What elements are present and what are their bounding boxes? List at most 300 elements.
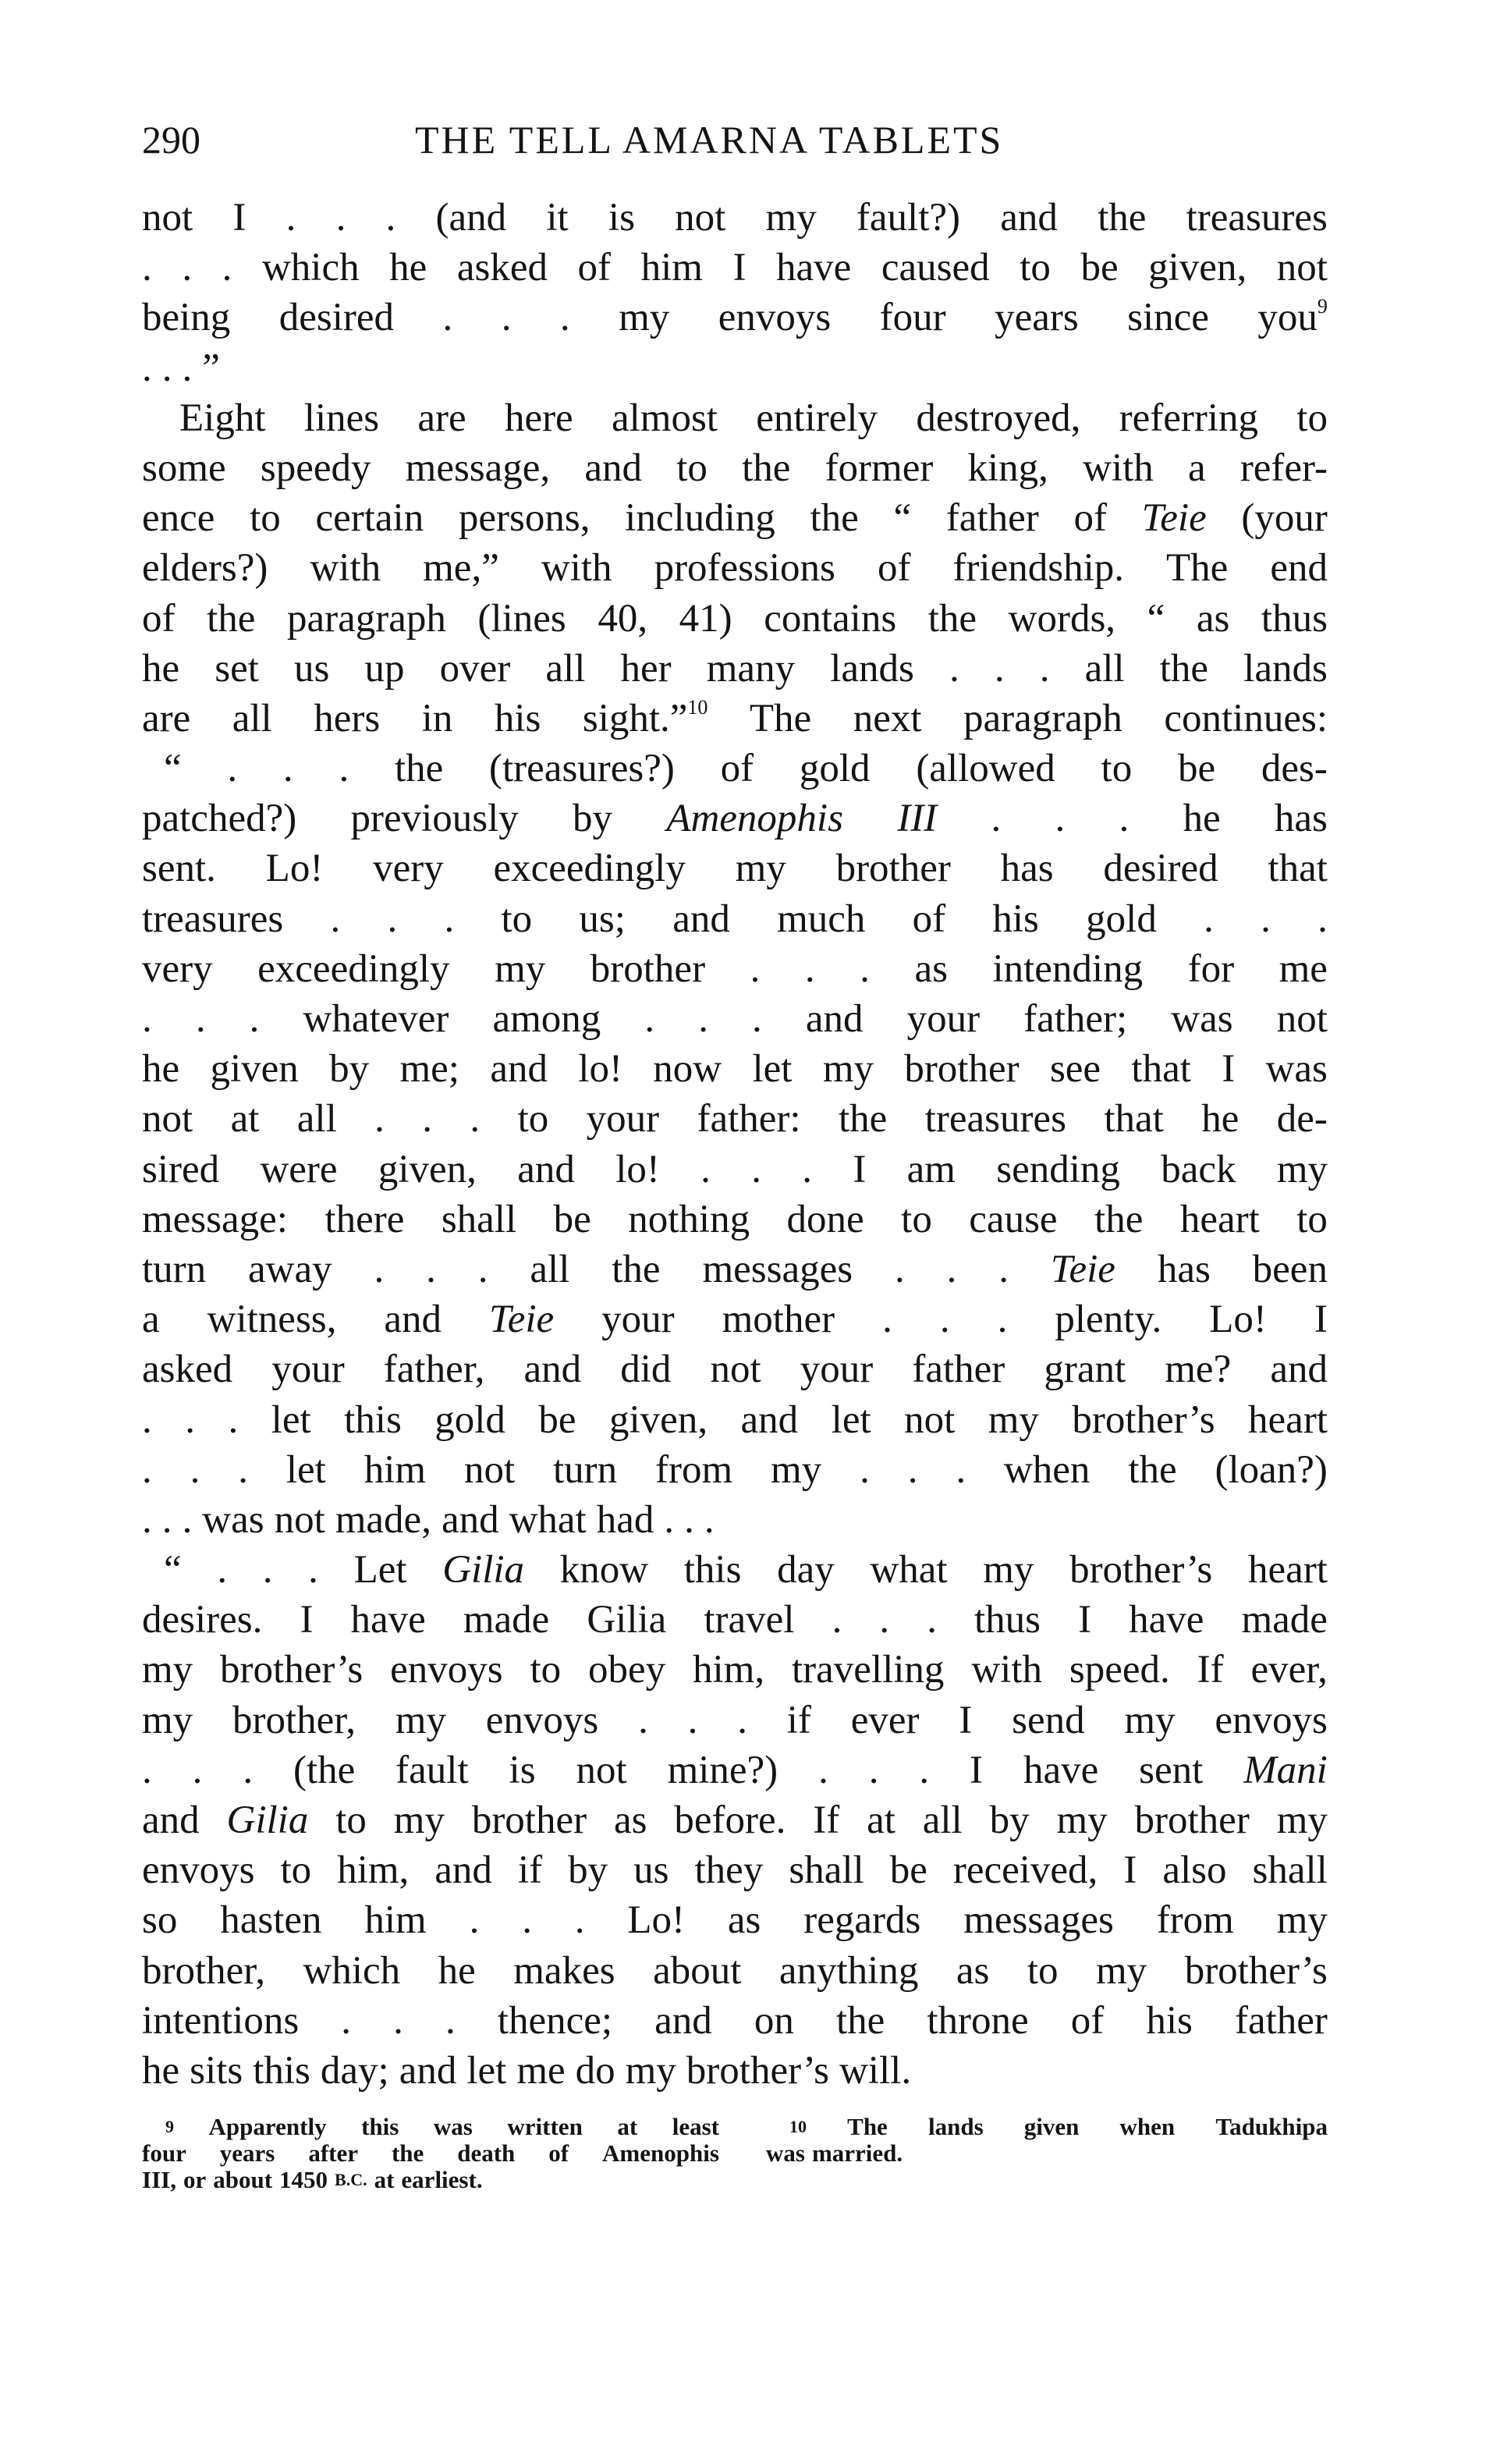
text-line	[142, 996, 1328, 1046]
word: your	[601, 1298, 675, 1342]
text-line	[142, 596, 1328, 646]
word: .	[341, 1998, 352, 2043]
word: .	[802, 1147, 813, 1191]
word: makes	[513, 1948, 615, 1993]
word: des-	[1261, 747, 1328, 791]
word: father;	[1023, 997, 1128, 1041]
word: be	[553, 1197, 591, 1241]
word: the	[207, 596, 256, 641]
word: .	[700, 1147, 711, 1191]
word: envoys	[1215, 1698, 1328, 1742]
word: .	[559, 296, 570, 340]
word: .	[704, 1497, 715, 1542]
word: The	[749, 696, 812, 740]
word: .	[698, 997, 708, 1041]
word: to	[1296, 396, 1328, 440]
word: earliest.	[401, 2166, 483, 2194]
word: .	[860, 946, 870, 991]
word: .	[1261, 896, 1271, 941]
word: ”	[202, 346, 220, 390]
text-line	[142, 696, 1328, 746]
word: desired	[1103, 847, 1218, 891]
word: had	[596, 1497, 654, 1542]
word: of	[912, 896, 946, 941]
word: and	[523, 1347, 582, 1392]
word: over	[439, 646, 511, 691]
word: .	[868, 1748, 879, 1792]
word: I	[970, 1748, 984, 1792]
word: of	[577, 246, 612, 290]
word: see	[1049, 1047, 1101, 1092]
word: asked	[456, 246, 548, 290]
word: four	[142, 2139, 186, 2168]
word: heart	[1247, 1548, 1328, 1592]
word: he	[438, 1948, 476, 1993]
word: much	[777, 896, 866, 941]
word: with	[1083, 446, 1154, 490]
word: the	[1128, 1447, 1177, 1492]
word: all	[545, 646, 586, 691]
word: travelling	[792, 1648, 945, 1692]
word: to	[501, 896, 533, 941]
word: grant	[1044, 1347, 1126, 1392]
word: treasures	[1186, 196, 1328, 240]
word: .	[249, 997, 260, 1041]
text-line	[142, 1297, 1328, 1347]
word: (lines	[477, 596, 566, 641]
word: turn	[553, 1447, 618, 1492]
word: this	[683, 1548, 742, 1592]
word: day	[777, 1548, 835, 1592]
text-line	[142, 446, 1328, 495]
word: as	[1196, 596, 1230, 641]
word: The	[1166, 546, 1229, 591]
word: 40,	[598, 596, 648, 641]
word: sired	[142, 1147, 220, 1191]
word: to	[530, 1648, 562, 1692]
word: III	[897, 797, 938, 841]
word: not	[904, 1397, 956, 1442]
word: .	[385, 196, 396, 240]
text-line	[142, 1147, 1328, 1197]
word: my	[765, 196, 817, 240]
word: from	[1156, 1898, 1234, 1943]
word: is	[509, 1748, 536, 1792]
word: .	[192, 1748, 203, 1792]
word: intentions	[142, 1998, 300, 2043]
word: my	[1276, 1147, 1328, 1191]
word: married.	[811, 2139, 903, 2168]
word: gold	[799, 747, 871, 791]
text-line	[142, 1397, 1328, 1447]
word: brother’s	[1069, 1548, 1213, 1592]
word: 1450	[279, 2166, 328, 2194]
word: the	[612, 1247, 661, 1291]
word: all	[296, 1097, 337, 1141]
word: about	[213, 2166, 273, 2194]
word: with	[310, 546, 381, 591]
word: the	[1098, 196, 1147, 240]
word: .	[684, 1497, 694, 1542]
word: let	[831, 1397, 871, 1442]
word: plenty.	[1055, 1298, 1162, 1342]
word: my	[735, 847, 786, 891]
word: throne	[927, 1998, 1029, 2043]
word: .	[949, 646, 959, 691]
word: a	[142, 1298, 160, 1342]
word: that	[1131, 1047, 1191, 1092]
word: have	[776, 246, 852, 290]
word: .	[374, 1247, 385, 1291]
word: and	[654, 1998, 712, 2043]
word: brother’s	[686, 2048, 829, 2093]
word: all	[232, 696, 272, 740]
text-line	[142, 2048, 1328, 2098]
word: brother’s	[220, 1648, 364, 1692]
text-line	[142, 1197, 1328, 1247]
word: hers	[314, 696, 381, 740]
word: which	[303, 1948, 401, 1993]
footnote-marker-10: 10	[687, 695, 708, 719]
text-line	[142, 545, 1328, 595]
word: .	[330, 896, 341, 941]
word: Amenophis	[666, 797, 843, 841]
text-line	[142, 846, 1328, 896]
word: at	[617, 2113, 638, 2141]
word: given,	[609, 1397, 708, 1442]
word: after	[308, 2139, 358, 2168]
word: regards	[803, 1898, 921, 1943]
word: my	[1124, 1698, 1176, 1742]
word: that	[1268, 847, 1328, 891]
word: .	[426, 1247, 436, 1291]
word: .	[477, 1247, 488, 1291]
word: brother	[471, 1798, 587, 1842]
word: of	[877, 546, 911, 591]
word: years	[219, 2139, 275, 2168]
word: he	[142, 2048, 180, 2093]
text-line	[142, 1647, 1328, 1697]
word: .	[161, 1497, 172, 1542]
word: of	[1070, 1998, 1105, 2043]
word: .	[751, 1147, 761, 1191]
word: by	[989, 1798, 1030, 1842]
word: my	[822, 1047, 874, 1092]
word: has	[1157, 1247, 1211, 1291]
word: professions	[654, 546, 835, 591]
word: us	[633, 1848, 669, 1893]
word: .	[142, 1748, 152, 1792]
word: and	[384, 1298, 442, 1342]
word: have	[1023, 1748, 1099, 1792]
word: (treasures?)	[489, 747, 675, 791]
word: me	[516, 2048, 566, 2093]
word: the	[394, 747, 444, 791]
word: and	[740, 1397, 799, 1442]
word: .	[182, 246, 193, 290]
word: .	[190, 1447, 200, 1492]
word: .	[442, 296, 453, 340]
word: my	[1276, 1898, 1328, 1943]
word: .	[1318, 896, 1328, 941]
word: to	[1027, 1948, 1059, 1993]
word: given	[1023, 2113, 1080, 2141]
word: destroyed,	[916, 396, 1081, 440]
text-line	[142, 896, 1328, 946]
word: (your	[1241, 496, 1328, 541]
word: be	[1177, 747, 1216, 791]
word: (and	[435, 196, 507, 240]
word: was	[202, 1497, 264, 1542]
word: do	[575, 2048, 615, 2093]
word: me?	[1165, 1347, 1232, 1392]
word: made	[1241, 1598, 1328, 1642]
word: shall	[789, 1848, 864, 1893]
word: what	[509, 1497, 587, 1542]
word: it	[546, 196, 569, 240]
word: envoys	[485, 1698, 599, 1742]
word: shall	[1252, 1848, 1328, 1893]
word: .	[335, 196, 346, 240]
word: sending	[996, 1147, 1120, 1191]
word: (allowed	[916, 747, 1055, 791]
word: the	[391, 2139, 424, 2168]
word: day;	[320, 2048, 389, 2093]
word: obey	[588, 1648, 666, 1692]
text-line	[142, 746, 1328, 796]
word: and	[672, 896, 730, 941]
word: I	[1222, 1047, 1236, 1092]
footnote-marker-9: 9	[1317, 295, 1328, 318]
word: made	[463, 1598, 550, 1642]
word: .	[308, 1548, 318, 1592]
running-head	[142, 117, 1328, 179]
word: lo!	[578, 1047, 622, 1092]
word: are	[142, 696, 191, 740]
word: to	[901, 1197, 932, 1241]
word: nothing	[628, 1197, 750, 1241]
word: thus	[1261, 596, 1328, 641]
word: thence;	[497, 1998, 613, 2043]
word: the	[835, 1998, 885, 2043]
word: least	[672, 2113, 719, 2141]
word: ever,	[1250, 1648, 1328, 1692]
word: .	[142, 346, 152, 390]
word: .	[644, 997, 655, 1041]
word: and	[441, 1497, 499, 1542]
word: fault?)	[856, 196, 961, 240]
body-text	[142, 195, 1328, 2098]
text-line	[142, 1247, 1328, 1297]
word: .	[387, 896, 398, 941]
word: given,	[378, 1147, 477, 1191]
word: of	[720, 747, 754, 791]
word: .	[927, 1598, 937, 1642]
word: continues:	[1164, 696, 1328, 740]
word: I	[300, 1598, 314, 1642]
book-page	[142, 117, 1328, 2193]
word: shall	[441, 1197, 517, 1241]
word: all	[922, 1798, 963, 1842]
word: message:	[142, 1197, 288, 1241]
word: .	[282, 747, 293, 791]
word: if	[517, 1848, 543, 1893]
word: when	[1003, 1447, 1091, 1492]
word: be	[1080, 246, 1119, 290]
word: ence	[142, 496, 215, 541]
word: almost	[611, 396, 718, 440]
word: to	[1020, 246, 1051, 290]
word: I	[853, 1147, 867, 1191]
word: and	[517, 1147, 575, 1191]
word: by	[568, 1848, 608, 1893]
word: not	[142, 1097, 193, 1141]
word: before.	[674, 1798, 786, 1842]
word: be	[889, 1848, 927, 1893]
word: next	[853, 696, 922, 740]
word: speed.	[1069, 1648, 1170, 1692]
word: my	[393, 1798, 445, 1842]
word: away	[248, 1247, 332, 1291]
word: .	[832, 1598, 842, 1642]
word: me;	[399, 1047, 459, 1092]
word: to	[250, 496, 281, 541]
word: .	[422, 1097, 433, 1141]
word: the	[1159, 646, 1209, 691]
word: father,	[383, 1347, 485, 1392]
word: anything	[778, 1948, 919, 1993]
word: envoys	[718, 296, 832, 340]
word: lands	[830, 646, 914, 691]
text-line	[142, 1798, 1328, 1848]
word: contains	[764, 596, 897, 641]
word: .	[470, 1097, 481, 1141]
word: her	[620, 646, 672, 691]
word: since	[1127, 296, 1209, 340]
word: intending	[992, 946, 1144, 991]
word: let	[466, 2048, 507, 2093]
word: .	[998, 1247, 1009, 1291]
text-line	[142, 295, 1328, 345]
word: was	[433, 2113, 473, 2141]
word: speedy	[260, 446, 371, 490]
word: me	[1279, 946, 1328, 991]
word: words,	[1008, 596, 1116, 641]
word: .	[946, 1247, 957, 1291]
word: certain	[315, 496, 424, 541]
word: not	[463, 1447, 516, 1492]
word: treasures	[924, 1097, 1066, 1141]
word: to	[1296, 1197, 1328, 1241]
word: including	[625, 496, 775, 541]
word: my	[983, 1548, 1034, 1592]
word: .	[339, 747, 349, 791]
word: to	[676, 446, 708, 490]
word: been	[1252, 1247, 1328, 1291]
word: not	[1276, 997, 1328, 1041]
word: four	[879, 296, 946, 340]
word: by	[573, 797, 613, 841]
word: .	[185, 1397, 195, 1442]
word: “	[164, 747, 182, 791]
word: .	[804, 946, 815, 991]
word: .	[393, 1998, 403, 2043]
text-line	[142, 1998, 1328, 2048]
word: him	[364, 1898, 427, 1943]
word: lo!	[615, 1147, 660, 1191]
word: the	[742, 446, 791, 490]
text-line	[142, 646, 1328, 696]
word: .	[994, 646, 1005, 691]
text-line	[142, 1547, 1328, 1597]
word: .	[574, 1898, 585, 1943]
word: this	[253, 2048, 310, 2093]
text-line	[142, 1096, 1328, 1146]
footnote-number: 9	[165, 2117, 174, 2137]
word: gold	[1086, 896, 1157, 941]
word: death	[457, 2139, 516, 2168]
word: not	[710, 1347, 761, 1392]
word: sight.”$^{10}$	[582, 695, 708, 740]
word: previously	[350, 797, 519, 841]
word: .	[1119, 797, 1130, 841]
text-line	[142, 946, 1328, 996]
word: the	[838, 1097, 888, 1141]
page-number: 290	[142, 118, 200, 162]
word: Gilia	[226, 1798, 309, 1842]
footnote-line	[142, 2140, 719, 2167]
word: message,	[405, 446, 551, 490]
running-title: THE TELL AMARNA TABLETS	[415, 118, 1004, 162]
word: elders?)	[142, 546, 268, 591]
word: I	[232, 196, 246, 240]
word: fault	[395, 1748, 469, 1792]
word: us	[294, 646, 330, 691]
word: .	[262, 1548, 273, 1592]
word: .	[195, 997, 206, 1041]
word: given	[210, 1047, 299, 1092]
word: sits	[190, 2048, 243, 2093]
word: at	[867, 1798, 896, 1842]
word: father:	[697, 1097, 801, 1141]
word: .	[956, 1447, 966, 1492]
word: .	[222, 246, 232, 290]
word: my	[395, 1698, 446, 1742]
word: ever	[850, 1698, 920, 1742]
word: desires.	[142, 1598, 263, 1642]
word: (loan?)	[1215, 1447, 1328, 1492]
word: know	[559, 1548, 649, 1592]
text-line	[142, 1748, 1328, 1798]
word: from	[655, 1447, 733, 1492]
word: there	[325, 1197, 405, 1241]
word: .	[750, 946, 761, 991]
word: Mani	[1243, 1748, 1328, 1792]
word: as	[956, 1948, 990, 1993]
word: many	[706, 646, 796, 691]
word: heart	[1248, 1397, 1328, 1442]
word: .	[227, 747, 238, 791]
word: as	[613, 1798, 647, 1842]
word: “	[1147, 596, 1165, 641]
text-line	[142, 1447, 1328, 1497]
word: Lo!	[265, 847, 324, 891]
word: on	[754, 1998, 794, 2043]
word: .	[882, 1298, 892, 1342]
word: .	[142, 1447, 152, 1492]
word: de-	[1276, 1097, 1328, 1141]
word: .	[894, 1247, 905, 1291]
